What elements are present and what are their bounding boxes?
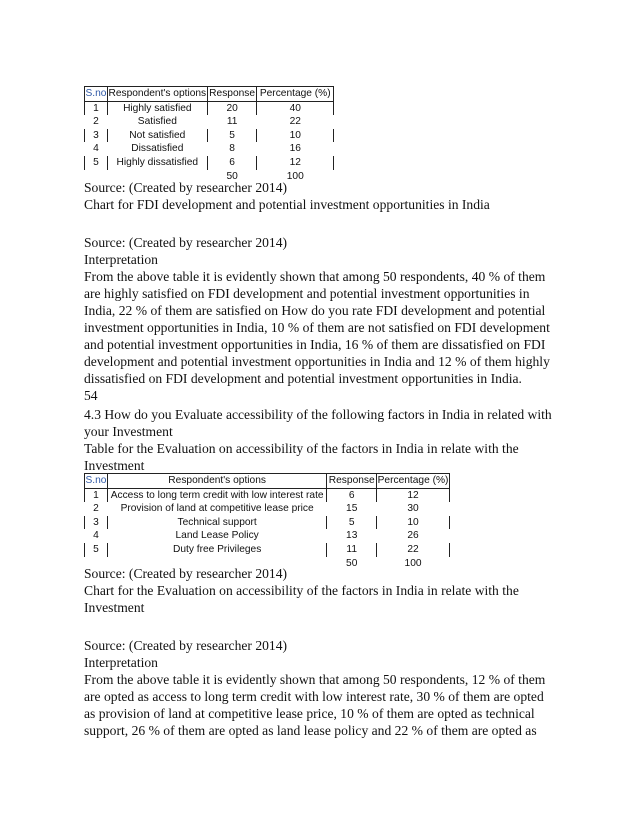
table-header-row: [85, 87, 334, 102]
source-note: Source: (Created by researcher 2014): [84, 180, 288, 195]
table-row: [85, 101, 334, 115]
cell-percentage: 12: [377, 488, 450, 502]
header-sno: S.no: [85, 87, 108, 102]
cell-sno: 4: [93, 530, 99, 542]
paragraph-line: are opted as access to long term credit with low interest rate, 30 % of them are opted: [84, 689, 544, 704]
cell-response: 8: [229, 143, 235, 155]
accessibility-table: [84, 473, 450, 570]
cell-percentage: 26: [407, 530, 419, 542]
total-percentage: 100: [404, 557, 422, 569]
cell-sno: 1: [85, 101, 108, 115]
source-note: Source: (Created by researcher 2014): [84, 235, 288, 250]
table-row: [85, 142, 334, 156]
cell-response: 6: [207, 156, 257, 170]
cell-percentage: 30: [407, 503, 419, 515]
section-heading: 4.3 How do you Evaluate accessibility of the following factors in India in related with: [84, 407, 552, 422]
satisfaction-table: [84, 86, 334, 183]
header-options: Respondent's options: [107, 474, 326, 489]
paragraph-line: From the above table it is evidently shown that among 50 respondents, 40 % of them: [84, 269, 546, 284]
header-response: Response: [207, 87, 257, 102]
interpretation-heading: Interpretation: [84, 252, 158, 267]
paragraph-line: dissatisfied on FDI development and potential investment opportunities in India.: [84, 371, 522, 386]
table-row: [85, 156, 334, 170]
cell-percentage: 22: [377, 543, 450, 557]
cell-response: 15: [346, 503, 358, 515]
cell-sno: 2: [93, 116, 99, 128]
paragraph-line: From the above table it is evidently shown that among 50 respondents, 12 % of them: [84, 672, 546, 687]
cell-percentage: 10: [257, 129, 334, 143]
chart-caption: Investment: [84, 600, 145, 615]
cell-percentage: 16: [289, 143, 301, 155]
paragraph-line: India, 22 % of them are satisfied on How do you rate FDI development and potential: [84, 303, 546, 318]
table-row: [85, 502, 450, 516]
header-percentage: Percentage (%): [257, 87, 334, 102]
cell-response: 11: [327, 543, 377, 557]
cell-option: Not satisfied: [107, 129, 207, 143]
cell-response: 6: [327, 488, 377, 502]
paragraph-line: are highly satisfied on FDI development and potential investment opportunities in: [84, 286, 530, 301]
chart-caption: Chart for FDI development and potential investment opportunities in India: [84, 197, 490, 212]
table-row: [85, 115, 334, 129]
paragraph-line: as provision of land at competitive lease price, 10 % of them are opted as technical: [84, 706, 535, 721]
chart-caption: Chart for the Evaluation on accessibility of the factors in India in relate with the: [84, 583, 519, 598]
table-title: Investment: [84, 458, 145, 473]
cell-response: 5: [327, 516, 377, 530]
cell-percentage: 12: [257, 156, 334, 170]
cell-sno: 3: [85, 129, 108, 143]
cell-sno: 1: [85, 488, 108, 502]
cell-response: 5: [207, 129, 257, 143]
table-row: [85, 129, 334, 143]
cell-sno: 4: [93, 143, 99, 155]
cell-percentage: 22: [289, 116, 301, 128]
total-percentage: 100: [286, 170, 304, 182]
table-row: [85, 543, 450, 557]
cell-option: Dissatisfied: [131, 143, 184, 155]
cell-sno: 2: [93, 503, 99, 515]
paragraph-line: investment opportunities in India, 10 % of them are not satisfied on FDI development: [84, 320, 550, 335]
table-row: [85, 516, 450, 530]
cell-sno: 5: [85, 543, 108, 557]
cell-option: Access to long term credit with low interest rate: [107, 488, 326, 502]
table-header-row: [85, 474, 450, 489]
page-number: 54: [84, 388, 98, 403]
cell-sno: 3: [85, 516, 108, 530]
cell-response: 13: [346, 530, 358, 542]
cell-option: Highly satisfied: [107, 101, 207, 115]
cell-percentage: 40: [257, 101, 334, 115]
section-heading: your Investment: [84, 424, 173, 439]
cell-option: Technical support: [107, 516, 326, 530]
source-note: Source: (Created by researcher 2014): [84, 566, 288, 581]
total-response: 50: [226, 170, 238, 182]
cell-option: Highly dissatisfied: [107, 156, 207, 170]
interpretation-heading: Interpretation: [84, 655, 158, 670]
header-percentage: Percentage (%): [377, 474, 450, 489]
cell-sno: 5: [85, 156, 108, 170]
header-options: Respondent's options: [107, 87, 207, 102]
paragraph-line: support, 26 % of them are opted as land lease policy and 22 % of them are opted as: [84, 723, 537, 738]
paragraph-line: and potential investment opportunities in India, 16 % of them are dissatisfied on FDI: [84, 337, 546, 352]
paragraph-line: development and potential investment opportunities in India and 12 % of them highly: [84, 354, 550, 369]
total-response: 50: [346, 557, 358, 569]
cell-percentage: 10: [377, 516, 450, 530]
cell-response: 11: [226, 116, 238, 128]
cell-option: Satisfied: [137, 116, 177, 128]
cell-option: Land Lease Policy: [175, 530, 259, 542]
table-row: [85, 529, 450, 543]
cell-option: Duty free Privileges: [107, 543, 326, 557]
header-response: Response: [327, 474, 377, 489]
table-title: Table for the Evaluation on accessibility of the factors in India in relate with the: [84, 441, 519, 456]
header-sno: S.no: [85, 474, 108, 489]
source-note: Source: (Created by researcher 2014): [84, 638, 288, 653]
cell-option: Provision of land at competitive lease price: [120, 503, 314, 515]
cell-response: 20: [207, 101, 257, 115]
table-row: [85, 488, 450, 502]
